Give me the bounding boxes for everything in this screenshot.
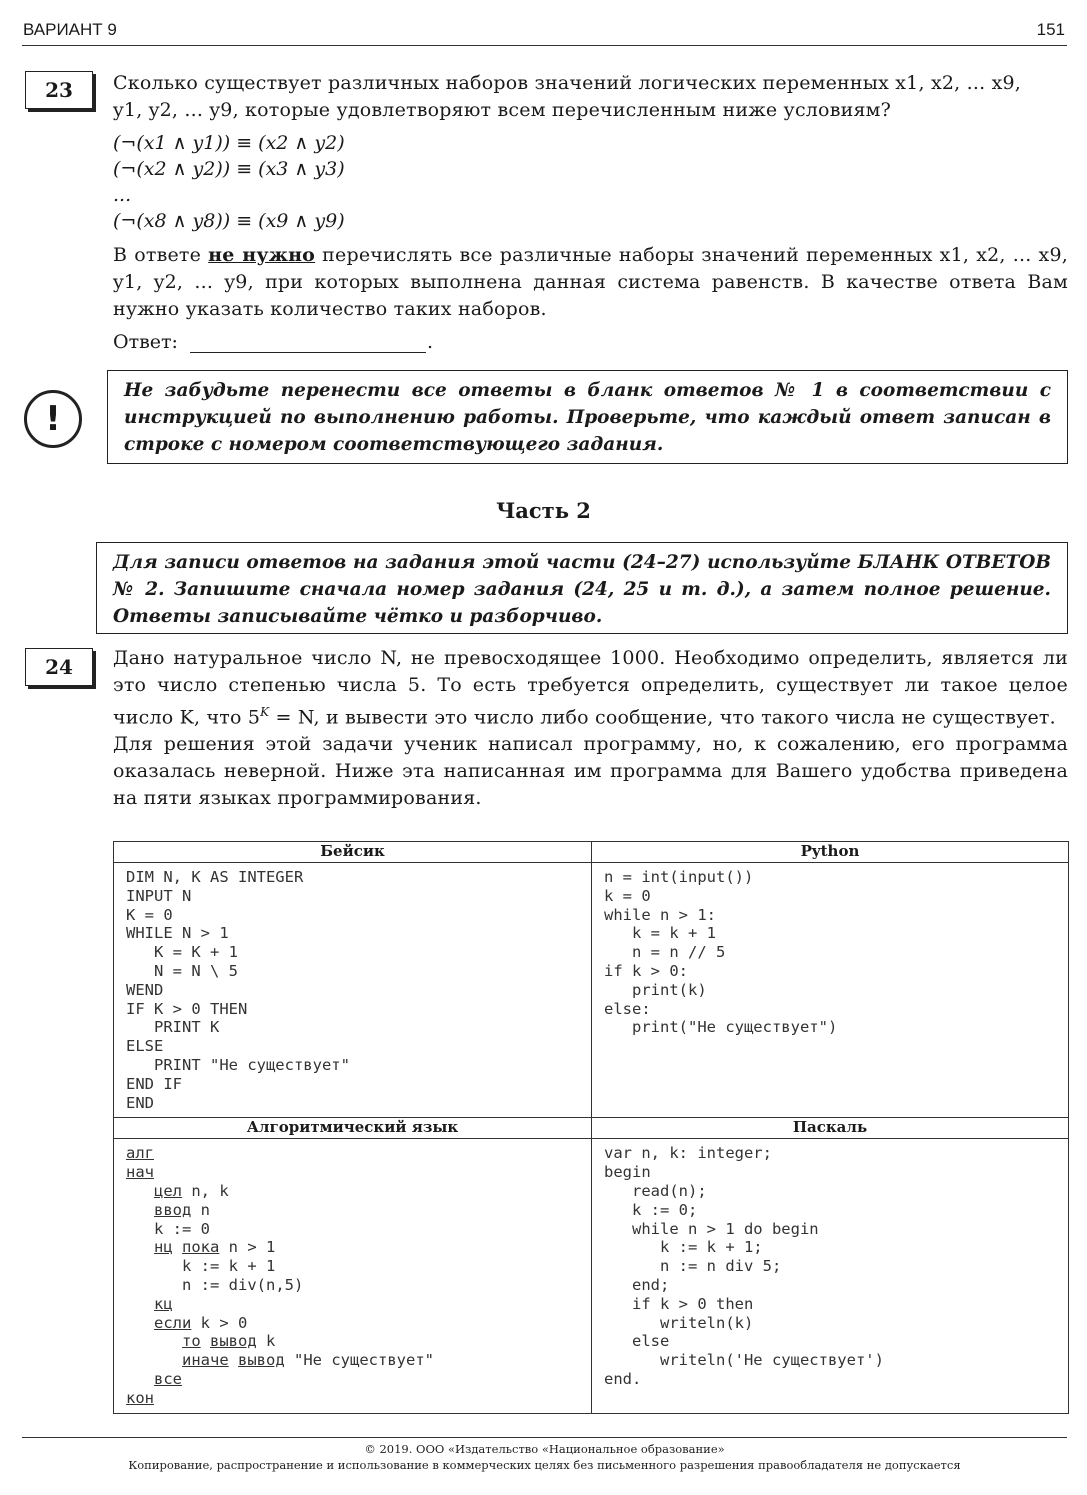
equation-ellipsis: ... xyxy=(113,184,132,206)
task-24-paragraph-2: Для решения этой задачи ученик написал программу, но, к сожалению, его программа оказалась неверной. Ниже эта написанная им программа для Вашего удобства приведена на пяти языках программирования. xyxy=(113,733,1068,810)
equation-8: (¬(x8 ∧ y8)) ≡ (x9 ∧ y9) xyxy=(113,210,345,232)
warning-box: Не забудьте перенести все ответы в бланк ответов № 1 в соответствии с инструкцией по выполнению работы. Проверьте, что каждый ответ записан в строке с номером соответствующего задания. xyxy=(107,370,1068,464)
pascal-header: Паскаль xyxy=(592,1118,1069,1139)
python-header: Python xyxy=(592,842,1069,863)
footer-divider xyxy=(22,1437,1067,1438)
page-number: 151 xyxy=(1036,20,1065,39)
programs-table xyxy=(113,841,1069,1414)
task-23-question-line2: y1, y2, ... y9, которые удовлетворяют всем перечисленным ниже условиям? xyxy=(113,99,892,121)
task-24-number: 24 xyxy=(25,648,93,686)
variant-label: ВАРИАНТ 9 xyxy=(23,20,117,39)
exclamation-icon: ! xyxy=(24,390,82,448)
algo-header: Алгоритмический язык xyxy=(114,1118,592,1139)
answer-label: Ответ: xyxy=(113,331,178,353)
task-23-note: В ответе не нужно перечислять все различные наборы значений переменных x1, x2, ... x9, y1, y2, ... y9, при которых выполнена данная система равенств. В качестве ответа Вам нужно указать количество таких наборов. xyxy=(113,244,1068,320)
basic-code: DIM N, K AS INTEGER INPUT N K = 0 WHILE N > 1 K = K + 1 N = N \ 5 WEND IF K > 0 THEN PRINT K ELSE PRINT "Не существует" END IF END xyxy=(126,868,350,1112)
task-23-number: 23 xyxy=(25,71,93,109)
task-23-question xyxy=(113,70,1068,124)
emphasis-not-needed: не нужно xyxy=(208,244,316,266)
equation-2: (¬(x2 ∧ y2)) ≡ (x3 ∧ y3) xyxy=(113,158,345,180)
equation-1: (¬(x1 ∧ y1)) ≡ (x2 ∧ y2) xyxy=(113,132,345,154)
task-24-paragraph-1: Дано натуральное число N, не превосходящее 1000. Необходимо определить, является ли это число степенью числа 5. То есть требуется определить, существует ли такое целое число K, что $5^K = N$, и вывести это число либо сообщение, что такого числа не существует. xyxy=(113,647,1068,729)
answer-period: . xyxy=(427,331,434,353)
equation-system xyxy=(113,130,345,234)
task-23-question-line1: Сколько существует различных наборов значений логических переменных x1, x2, ... x9, xyxy=(113,72,1022,94)
basic-header: Бейсик xyxy=(114,842,592,863)
header-divider xyxy=(22,45,1067,46)
part-2-instructions: Для записи ответов на задания этой части (24–27) используйте БЛАНК ОТВЕТОВ № 2. Запишите сначала номер задания (24, 25 и т. д.), а затем полное решение. Ответы записывайте чётко и разборчиво. xyxy=(96,542,1068,634)
algo-code: алг нач цел n, k ввод n k := 0 нц пока n > 1 k := k + 1 n := div(n,5) кц если k > 0 то вывод k иначе вывод "Не существует" все кон xyxy=(126,1144,434,1407)
answer-line xyxy=(190,352,426,353)
part-2-title: Часть 2 xyxy=(496,498,591,523)
python-code: n = int(input()) k = 0 while n > 1: k = k + 1 n = n // 5 if k > 0: print(k) else: print("Не существует") xyxy=(604,868,838,1037)
footer-copyright: © 2019. ООО «Издательство «Национальное образование» xyxy=(364,1442,725,1456)
footer-notice: Копирование, распространение и использование в коммерческих целях без письменного разрешения правообладателя не допускается xyxy=(128,1458,961,1472)
task-24-text xyxy=(113,645,1068,812)
pascal-code: var n, k: integer; begin read(n); k := 0; while n > 1 do begin k := k + 1; n := n div 5; end; if k > 0 then writeln(k) else writeln('Не существует') end. xyxy=(604,1144,884,1388)
